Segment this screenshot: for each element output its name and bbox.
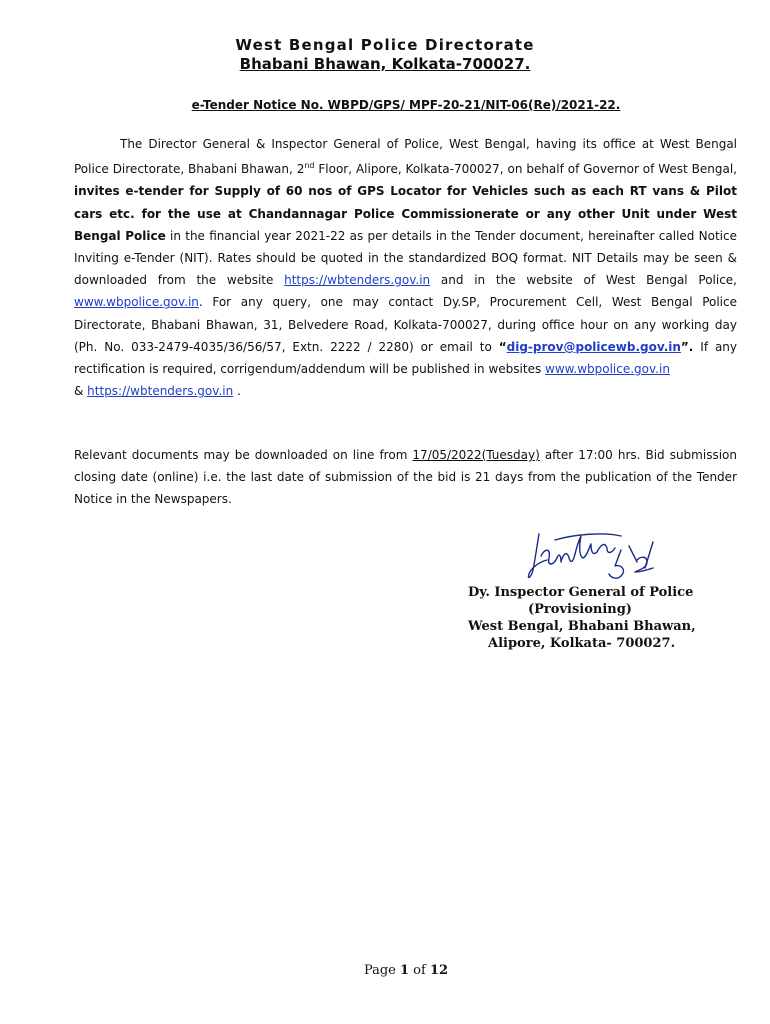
paragraph-main — [74, 133, 737, 402]
p1-text-6: If any rectification is required, corrigendum/addendum will be published in websites — [74, 339, 738, 377]
email-link[interactable]: dig-prov@policewb.gov.in — [506, 339, 681, 354]
of-word: of — [409, 963, 430, 978]
p1-text-2: Floor, Alipore, Kolkata-700027, on behalf of Governor of West Bengal, — [314, 162, 737, 177]
p1-text-5: . For any query, one may contact Dy.SP, Procurement Cell, West Bengal Police Directorate, Bhabani Bhawan, 31, Belvedere Road, Kolkata-700027, during office hour on any working day (Ph. No. 033-2479-4035/36/56/57, Extn. 2222 / 2280) or email to — [74, 295, 737, 354]
p2-text-2: after 17:00 hrs. Bid submission closing date (online) i.e. the last date of submission of the bid is 21 days from the publication of the Tender Notice in the Newspapers. — [74, 448, 737, 507]
p1-superscript: nd — [304, 161, 315, 171]
quote-open: “ — [498, 339, 507, 354]
p1-text-8: . — [233, 384, 241, 399]
p2-text-1: Relevant documents may be downloaded on line from — [74, 448, 413, 462]
wbtenders-link-2[interactable]: https://wbtenders.gov.in — [87, 384, 234, 399]
wbpolice-link[interactable]: www.wbpolice.gov.in — [74, 295, 199, 310]
current-page-number: 1 — [400, 963, 410, 978]
wbtenders-link[interactable]: https://wbtenders.gov.in — [284, 273, 431, 288]
p1-text-3: in the financial year 2021-22 as per details in the Tender document, hereinafter called Notice Inviting e-Tender (NIT). Rates should be quoted in the standardized BOQ format. NIT Details may be seen & downloaded from the website — [74, 228, 737, 288]
org-title: West Bengal Police Directorate — [235, 36, 535, 54]
notice-number: e-Tender Notice No. WBPD/GPS/ MPF-20-21/NIT-06(Re)/2021-22. — [191, 98, 621, 112]
signature-block — [468, 584, 728, 652]
wbpolice-link-2[interactable]: www.wbpolice.gov.in — [545, 362, 670, 377]
p1-text-7: & — [74, 384, 88, 399]
handwritten-signature — [525, 526, 665, 592]
download-date: 17/05/2022(Tuesday) — [412, 448, 540, 462]
signatory-office: West Bengal, Bhabani Bhawan, — [468, 619, 696, 634]
signatory-department: (Provisioning) — [528, 602, 632, 617]
org-address: Bhabani Bhawan, Kolkata-700027. — [239, 55, 531, 73]
p1-invite-bold: invites e-tender for Supply of 60 nos of GPS Locator for Vehicles such as each RT vans & Pilot cars etc. for the use at Chandannagar Police Commissionerate or any other Unit under West Bengal Police — [74, 184, 737, 243]
quote-close: ”. — [680, 339, 694, 354]
p1-text-4: and in the website of West Bengal Police, — [430, 273, 737, 288]
signatory-address: Alipore, Kolkata- 700027. — [488, 636, 676, 651]
p1-text-1: The Director General & Inspector General of Police, West Bengal, having its office at West Bengal Police Directorate, Bhabani Bhawan, 2 — [74, 137, 737, 177]
page-footer — [0, 963, 770, 978]
page-word: Page — [363, 963, 400, 978]
signatory-designation: Dy. Inspector General of Police — [468, 585, 694, 600]
paragraph-download — [74, 444, 737, 511]
total-pages: 12 — [429, 963, 449, 978]
